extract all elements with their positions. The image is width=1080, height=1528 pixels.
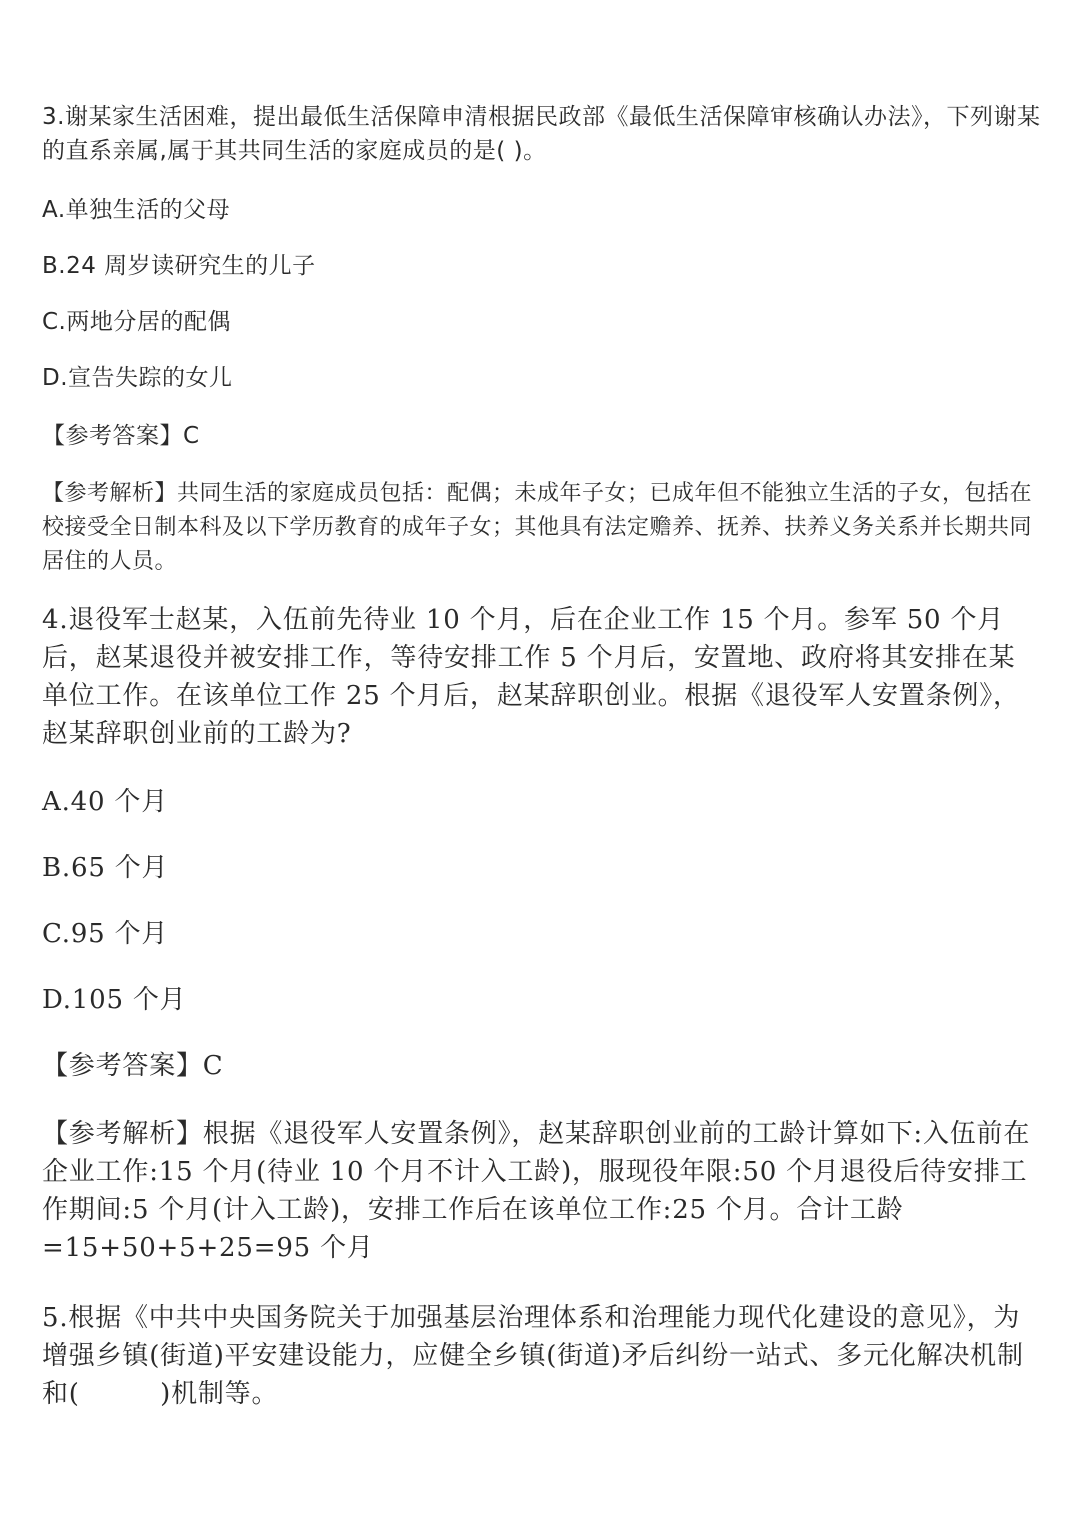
option-d: D.105 个月 [42,985,187,1015]
option-d: D.宣告失踪的女儿 [42,365,233,391]
reference-answer: 【参考答案】C [42,423,200,449]
option-c: C.两地分居的配偶 [42,309,231,335]
question-stem: 3.谢某家生活困难，提出最低生活保障申清根据民政部《最低生活保障审核确认办法》，下列谢某的直系亲属,属于其共同生活的家庭成员的是( )。 [42,104,1041,164]
option-a: A.单独生活的父母 [42,197,231,223]
option-b: B.65 个月 [42,853,169,883]
option-c: C.95 个月 [42,919,169,949]
reference-answer: 【参考答案】C [42,1051,224,1081]
option-a: A.40 个月 [42,787,168,817]
question-stem: 4.退役军士赵某，入伍前先待业 10 个月，后在企业工作 15 个月。参军 50 个月后，赵某退役并被安排工作，等待安排工作 5 个月后，安置地、政府将其安排在某单位工作。在该单位工作 25 个月后，赵某辞职创业。根据《退役军人安置条例》，赵某辞职创业前的工龄为? [42,605,1020,749]
question-5 [42,1299,1042,1413]
question-4 [42,601,1042,1267]
option-b: B.24 周岁读研究生的儿子 [42,253,316,279]
question-stem: 5.根据《中共中央国务院关于加强基层治理体系和治理能力现代化建设的意见》，为增强乡镇(街道)平安建设能力，应健全乡镇(街道)矛后纠纷一站式、多元化解决机制和( )机制等。 [42,1303,1024,1409]
question-3 [42,100,1042,579]
reference-analysis: 【参考解析】根据《退役军人安置条例》，赵某辞职创业前的工龄计算如下:入伍前在企业工作:15 个月(待业 10 个月不计入工龄)，服现役年限:50 个月退役后待安排工作期间:5 个月(计入工龄)，安排工作后在该单位工作:25 个月。合计工龄=15+50+5+25=95 个月 [42,1119,1031,1263]
document-page [42,100,1042,1413]
reference-analysis: 【参考解析】共同生活的家庭成员包括：配偶；未成年子女；已成年但不能独立生活的子女，包括在校接受全日制本科及以下学历教育的成年子女；其他具有法定赡养、抚养、扶养义务关系并长期共同居住的人员。 [42,481,1033,574]
